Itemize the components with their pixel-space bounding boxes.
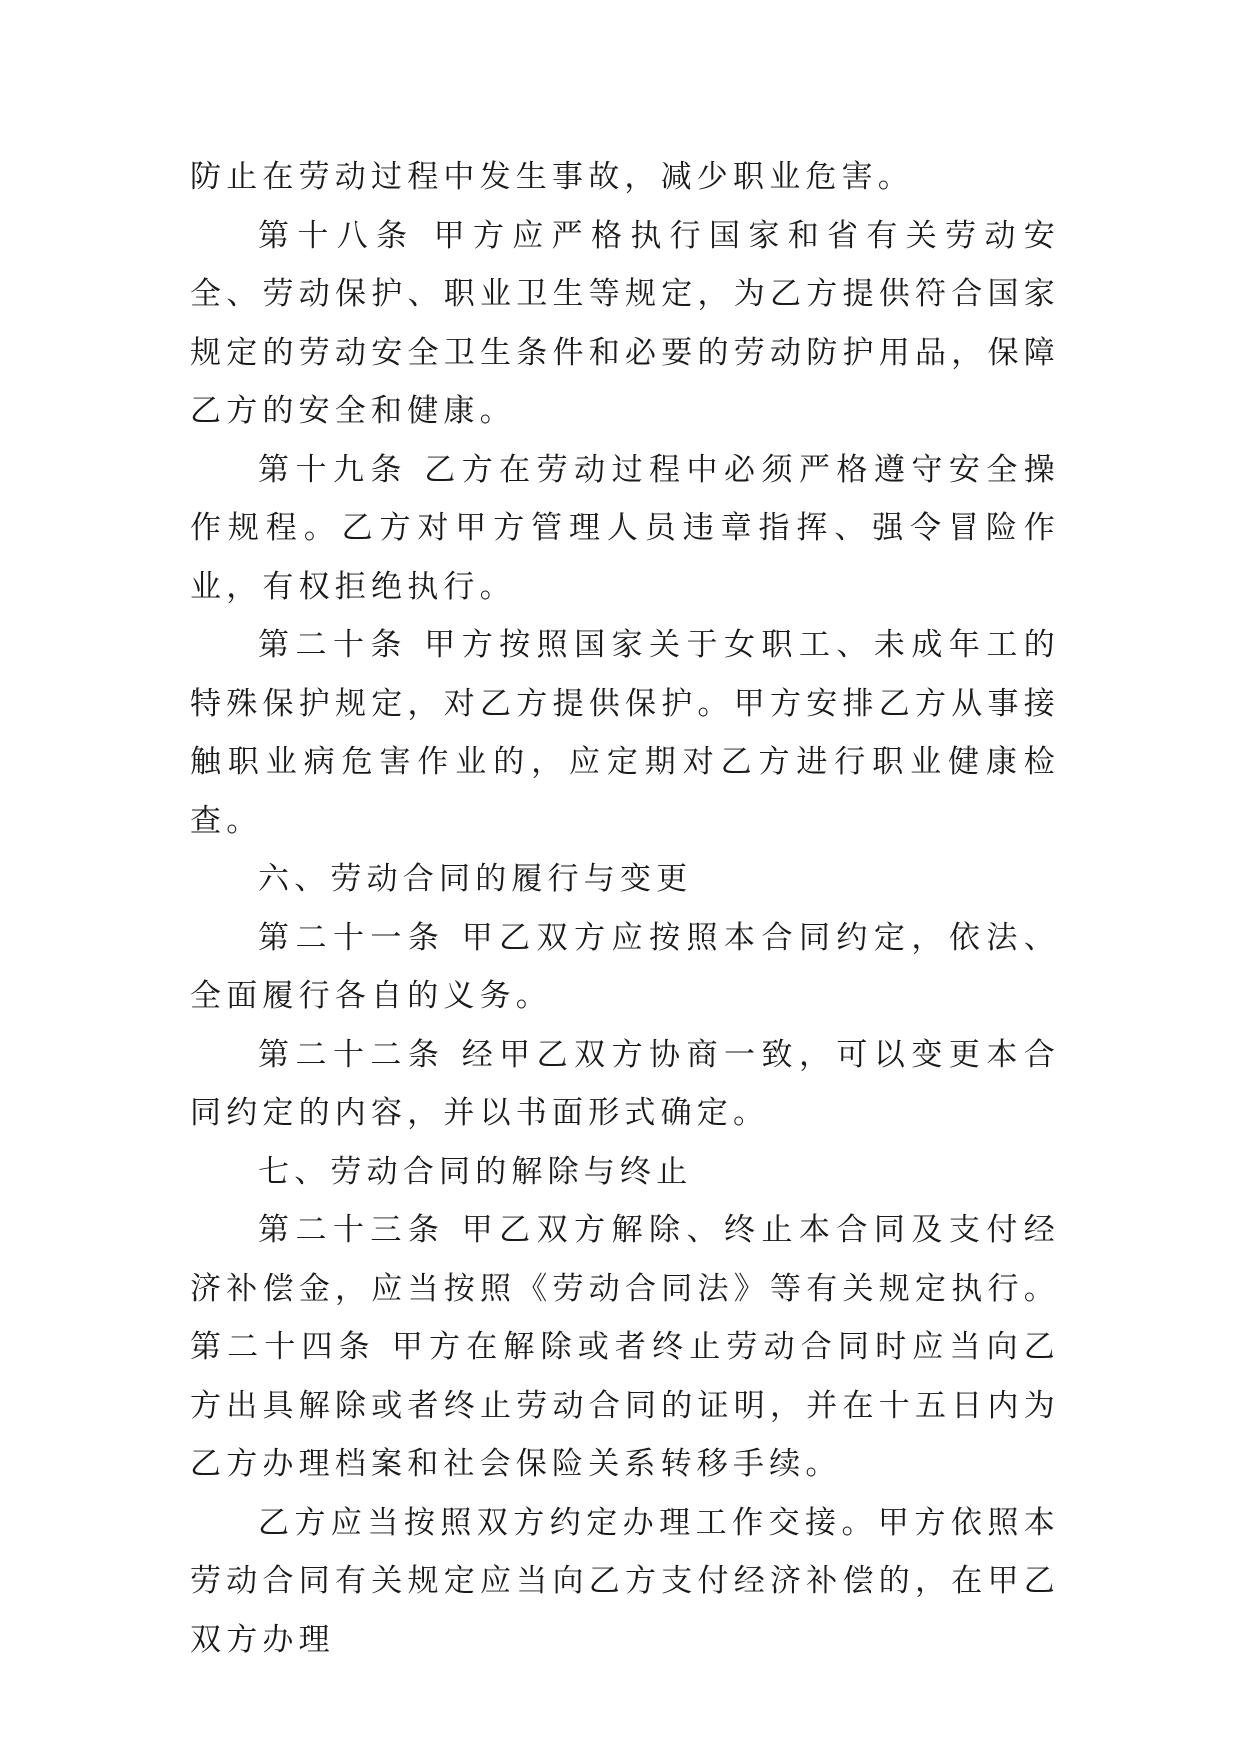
article-23-24: 第二十三条 甲乙双方解除、终止本合同及支付经济补偿金，应当按照《劳动合同法》等有关规定执行。 第二十四条 甲方在解除或者终止劳动合同时应当向乙方出具解除或者终止劳动合同的证明，并在十五日内为乙方办理档案和社会保险关系转移手续。 <box>190 1212 1060 1482</box>
article-19: 第十九条 乙方在劳动过程中必须严格遵守安全操作规程。乙方对甲方管理人员违章指挥、强令冒险作业，有权拒绝执行。 <box>190 451 1060 605</box>
article-18: 第十八条 甲方应严格执行国家和省有关劳动安全、劳动保护、职业卫生等规定，为乙方提供符合国家规定的劳动安全卫生条件和必要的劳动防护用品，保障乙方的安全和健康。 <box>190 217 1060 429</box>
paragraph-handover: 乙方应当按照双方约定办理工作交接。甲方依照本劳动合同有关规定应当向乙方支付经济补偿的，在甲乙双方办理 <box>190 1504 1060 1658</box>
section-heading-6: 六、劳动合同的履行与变更 <box>258 861 693 897</box>
document-body <box>190 148 1060 1669</box>
paragraph-1: 防止在劳动过程中发生事故，减少职业危害。 <box>190 159 914 195</box>
article-21: 第二十一条 甲乙双方应按照本合同约定，依法、全面履行各自的义务。 <box>190 919 1060 1014</box>
section-heading-7: 七、劳动合同的解除与终止 <box>258 1153 693 1190</box>
article-20: 第二十条 甲方按照国家关于女职工、未成年工的特殊保护规定，对乙方提供保护。甲方安排乙方从事接触职业病危害作业的，应定期对乙方进行职业健康检查。 <box>190 627 1060 839</box>
article-22: 第二十二条 经甲乙双方协商一致，可以变更本合同约定的内容，并以书面形式确定。 <box>190 1036 1060 1131</box>
